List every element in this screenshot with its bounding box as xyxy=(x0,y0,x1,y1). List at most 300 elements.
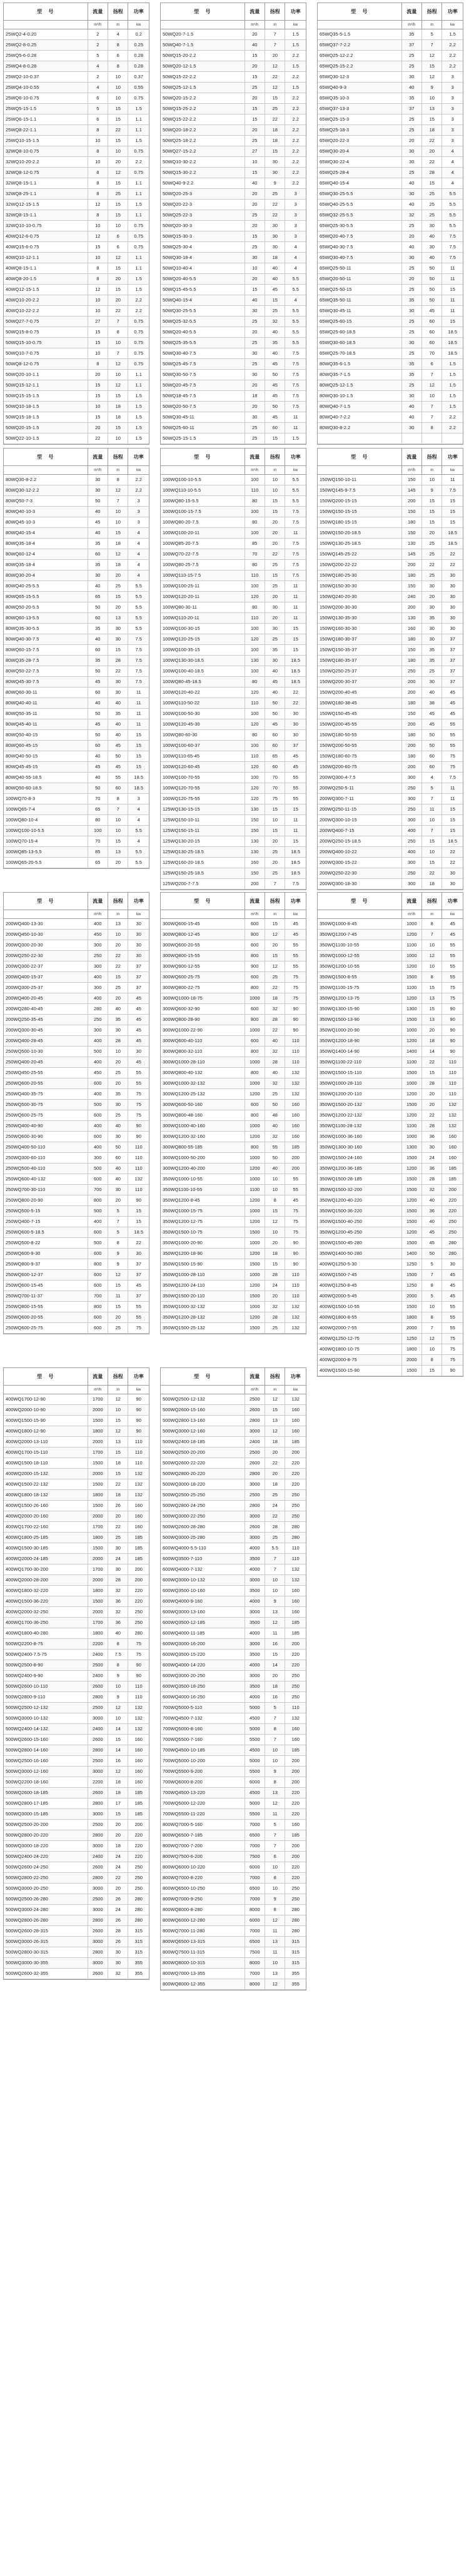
cell-model: 50WQ30-40-7.5 xyxy=(161,348,245,358)
header-head: 扬程 xyxy=(422,3,442,20)
table-row xyxy=(161,1852,306,1862)
cell-flow: 60 xyxy=(88,741,108,751)
table-row xyxy=(318,83,463,93)
cell-power: 0.75 xyxy=(134,340,144,345)
cell-power: 132 xyxy=(291,1325,300,1331)
header-head: 扬程 xyxy=(265,449,285,465)
table-row xyxy=(318,306,463,317)
unit-power: kw xyxy=(136,1387,141,1392)
table-body xyxy=(4,1394,149,1979)
cell-flow: 40 xyxy=(245,295,265,305)
cell-head: 11 xyxy=(265,1809,285,1819)
table-row xyxy=(161,1926,306,1937)
cell-power: 7.5 xyxy=(292,572,299,578)
table-row xyxy=(4,146,149,157)
cell-flow: 10 xyxy=(245,263,265,273)
cell-flow: 40 xyxy=(402,83,422,93)
cell-head: 75 xyxy=(265,794,285,804)
cell-model: 80WQ65-15-5.5 xyxy=(4,592,88,602)
cell-flow: 400 xyxy=(402,826,422,836)
cell-power: 3 xyxy=(137,796,140,801)
cell-model: 400WQ1500-30-185 xyxy=(4,1543,88,1553)
cell-flow: 1500 xyxy=(402,1217,422,1227)
table-row xyxy=(4,104,149,114)
cell-power: 22 xyxy=(136,1240,141,1245)
cell-model: 80WQ60-12-4 xyxy=(4,549,88,559)
table-row xyxy=(161,826,306,836)
cell-flow: 10 xyxy=(88,157,108,167)
cell-flow: 1500 xyxy=(88,1479,108,1489)
cell-power: 2.2 xyxy=(292,116,299,122)
cell-head: 28 xyxy=(108,1575,128,1585)
table-row xyxy=(4,1681,149,1692)
cell-power: 7.5 xyxy=(292,372,299,377)
cell-model: 500WQ2500-12-132 xyxy=(4,1703,88,1713)
cell-head: 45 xyxy=(265,719,285,729)
table-row xyxy=(4,1501,149,1511)
cell-model: 400WQ1500-15-90 xyxy=(4,1416,88,1426)
table-row xyxy=(318,434,463,444)
cell-model: 400WQ2000-15-132 xyxy=(4,1469,88,1479)
cell-flow: 1000 xyxy=(402,1078,422,1088)
table-body xyxy=(318,475,463,890)
table-row xyxy=(4,919,149,930)
cell-power: 315 xyxy=(134,1949,143,1955)
cell-head: 22 xyxy=(422,157,442,167)
cell-model: 80WQ45-30-7.5 xyxy=(4,677,88,687)
table-row xyxy=(4,592,149,602)
cell-power: 45 xyxy=(136,1038,141,1043)
table-row xyxy=(161,1100,306,1110)
cell-head: 15 xyxy=(108,1469,128,1479)
cell-flow: 25 xyxy=(402,168,422,178)
cell-model: 50WQ25-35-5.5 xyxy=(161,338,245,348)
cell-model: 250WQ500-5-15 xyxy=(4,1206,88,1216)
cell-flow: 80 xyxy=(245,730,265,740)
cell-model: 80WQ50-22-7.5 xyxy=(4,666,88,676)
cell-power: 185 xyxy=(291,1620,300,1625)
cell-model: 50WQ20-40-5.5 xyxy=(161,327,245,337)
cell-head: 18 xyxy=(108,1490,128,1500)
table-row xyxy=(161,1312,306,1323)
cell-power: 45 xyxy=(450,921,455,926)
cell-power: 22 xyxy=(293,700,298,706)
cell-flow: 1500 xyxy=(402,1206,422,1216)
table-row xyxy=(4,391,149,402)
cell-model: 800WQ8000-8-280 xyxy=(161,1905,245,1915)
cell-model: 200WQ250-11-15 xyxy=(318,804,402,814)
cell-head: 60 xyxy=(422,317,442,327)
cell-flow: 300 xyxy=(88,1025,108,1035)
table-unit-row xyxy=(318,910,463,919)
cell-flow: 200 xyxy=(402,719,422,729)
cell-flow: 150 xyxy=(245,815,265,825)
table-row xyxy=(318,1100,463,1110)
cell-head: 45 xyxy=(265,380,285,390)
header-power: 功率 xyxy=(133,454,144,460)
table-row xyxy=(4,1164,149,1174)
cell-power: 250 xyxy=(291,1683,300,1689)
cell-head: 13 xyxy=(265,1788,285,1798)
table-row xyxy=(161,687,306,698)
cell-power: 1.5 xyxy=(135,276,142,281)
cell-flow: 30 xyxy=(245,253,265,263)
cell-model: 200WQ250-35-45 xyxy=(4,1015,88,1025)
cell-power: 55 xyxy=(450,1304,455,1309)
header-power: 功率 xyxy=(447,9,458,14)
table-row xyxy=(318,560,463,570)
cell-flow: 30 xyxy=(402,157,422,167)
cell-model: 100WQ80-60-30 xyxy=(161,730,245,740)
cell-power: 3 xyxy=(451,84,454,90)
cell-head: 28 xyxy=(422,1078,442,1088)
header-power: 功率 xyxy=(290,1374,301,1379)
cell-flow: 120 xyxy=(245,719,265,729)
cell-model: 300WQ600-15-45 xyxy=(161,919,245,929)
cell-power: 220 xyxy=(291,1811,300,1817)
table-row xyxy=(161,1501,306,1511)
cell-power: 7.5 xyxy=(135,679,142,684)
table-row xyxy=(4,40,149,51)
cell-flow: 3000 xyxy=(245,1671,265,1681)
cell-power: 75 xyxy=(293,995,298,1001)
cell-flow: 150 xyxy=(245,826,265,836)
cell-model: 800WQ7000-13-355 xyxy=(161,1969,245,1979)
cell-power: 30 xyxy=(450,594,455,599)
table-row xyxy=(4,1057,149,1068)
cell-flow: 6000 xyxy=(245,1777,265,1787)
cell-model: 80WQ60-13-5.5 xyxy=(4,613,88,623)
cell-power: 110 xyxy=(134,1144,143,1150)
table-row xyxy=(161,656,306,666)
cell-power: 0.28 xyxy=(134,53,144,58)
cell-model: 100WQ120-20-11 xyxy=(161,592,245,602)
cell-head: 15 xyxy=(422,517,442,527)
cell-head: 12 xyxy=(265,61,285,71)
cell-head: 7 xyxy=(422,412,442,422)
cell-flow: 30 xyxy=(88,570,108,581)
cell-model: 600WQ4000-14-220 xyxy=(161,1660,245,1670)
table-row xyxy=(161,178,306,189)
cell-head: 25 xyxy=(108,1533,128,1543)
cell-head: 18 xyxy=(265,136,285,146)
cell-head: 10 xyxy=(265,1745,285,1755)
cell-model: 300WQ800-22-75 xyxy=(161,983,245,993)
cell-head: 30 xyxy=(265,242,285,252)
cell-head: 10 xyxy=(108,1047,128,1057)
cell-model: 65WQ30-40-7.5 xyxy=(318,253,402,263)
cell-flow: 2000 xyxy=(88,1405,108,1415)
cell-head: 10 xyxy=(265,1756,285,1766)
cell-head: 40 xyxy=(108,1164,128,1174)
cell-model: 50WQ15-30-2.2 xyxy=(161,168,245,178)
cell-model: 150WQ200-15-15 xyxy=(318,496,402,506)
cell-model: 100WQ85-13-5.5 xyxy=(4,847,88,857)
cell-power: 160 xyxy=(134,1524,143,1529)
cell-flow: 8 xyxy=(88,168,108,178)
table-row xyxy=(318,858,463,868)
cell-flow: 2000 xyxy=(88,1511,108,1521)
table-row xyxy=(318,1004,463,1015)
cell-model: 500WQ3000-18-220 xyxy=(161,1479,245,1489)
cell-model: 700WQ5000-10-200 xyxy=(161,1756,245,1766)
cell-head: 30 xyxy=(422,1142,442,1152)
cell-flow: 2400 xyxy=(88,1724,108,1734)
cell-model: 80WQ40-40-11 xyxy=(4,698,88,708)
table-row xyxy=(161,274,306,285)
cell-head: 50 xyxy=(108,751,128,761)
cell-head: 16 xyxy=(108,1756,128,1766)
cell-power: 3 xyxy=(294,223,297,228)
cell-flow: 4500 xyxy=(245,1788,265,1798)
table-row xyxy=(318,327,463,338)
cell-model: 200WQ300-10-15 xyxy=(318,815,402,825)
cell-model: 400WQ2000-32-250 xyxy=(4,1607,88,1617)
cell-head: 45 xyxy=(108,741,128,751)
cell-flow: 1500 xyxy=(88,1596,108,1606)
header-flow: 流量 xyxy=(245,1368,265,1385)
cell-model: 150WQ180-35-37 xyxy=(318,656,402,666)
table-row xyxy=(161,1448,306,1458)
cell-head: 18 xyxy=(265,1479,285,1489)
cell-flow: 2000 xyxy=(88,1437,108,1447)
cell-model: 150WQ150-30-30 xyxy=(318,581,402,591)
cell-flow: 80 xyxy=(245,560,265,570)
cell-head: 20 xyxy=(108,1312,128,1322)
table-row xyxy=(4,295,149,306)
cell-model: 250WQ600-40-132 xyxy=(4,1174,88,1184)
cell-model: 150WQ180-15-15 xyxy=(318,517,402,527)
table-row xyxy=(4,751,149,762)
table-row xyxy=(318,1323,463,1334)
table-row xyxy=(318,1206,463,1217)
header-head: 扬程 xyxy=(108,449,128,465)
cell-head: 20 xyxy=(422,1089,442,1099)
cell-head: 6 xyxy=(265,1852,285,1862)
table-row xyxy=(161,1873,306,1884)
cell-model: 250WQ700-30-110 xyxy=(4,1185,88,1195)
cell-model: 350WQ1500-8-55 xyxy=(318,972,402,982)
cell-flow: 2600 xyxy=(245,1458,265,1468)
cell-head: 18 xyxy=(108,539,128,549)
cell-power: 4 xyxy=(294,297,297,303)
cell-model: 80WQ25-12-1.5 xyxy=(318,380,402,390)
cell-model: 80WQ50-35-11 xyxy=(4,709,88,719)
cell-power: 1.5 xyxy=(135,403,142,409)
cell-power: 22 xyxy=(450,562,455,567)
table-row xyxy=(318,1036,463,1047)
cell-head: 30 xyxy=(265,157,285,167)
cell-power: 18.5 xyxy=(134,785,144,791)
cell-power: 315 xyxy=(291,1949,300,1955)
cell-head: 13 xyxy=(265,1937,285,1947)
cell-flow: 100 xyxy=(245,709,265,719)
table-row xyxy=(161,677,306,687)
cell-head: 15 xyxy=(108,836,128,846)
cell-head: 15 xyxy=(265,951,285,961)
cell-head: 15 xyxy=(422,983,442,993)
cell-head: 18 xyxy=(265,993,285,1003)
cell-flow: 15 xyxy=(245,231,265,241)
cell-model: 600WQ4000-9-160 xyxy=(161,1596,245,1606)
cell-flow: 2600 xyxy=(245,1522,265,1532)
cell-power: 45 xyxy=(450,711,455,716)
cell-model: 350WQ1500-36-220 xyxy=(318,1206,402,1216)
cell-power: 132 xyxy=(134,1492,143,1498)
cell-head: 32 xyxy=(265,317,285,327)
cell-flow: 5500 xyxy=(245,1767,265,1777)
cell-flow: 600 xyxy=(88,1249,108,1259)
cell-flow: 300 xyxy=(402,879,422,889)
header-power: 功率 xyxy=(133,898,144,904)
cell-model: 65WQ40-15-4 xyxy=(318,178,402,188)
cell-flow: 800 xyxy=(245,930,265,940)
cell-head: 36 xyxy=(108,1596,128,1606)
table-header xyxy=(161,893,306,910)
table-row xyxy=(4,624,149,634)
table-row xyxy=(4,1047,149,1057)
table-row xyxy=(4,1798,149,1809)
table-row xyxy=(161,1142,306,1153)
cell-model: 100WQ100-20-11 xyxy=(161,528,245,538)
cell-flow: 1500 xyxy=(402,1270,422,1280)
cell-power: 30 xyxy=(450,572,455,578)
cell-flow: 37 xyxy=(402,40,422,50)
cell-power: 90 xyxy=(293,1027,298,1033)
cell-flow: 800 xyxy=(88,1195,108,1205)
table-row xyxy=(318,517,463,528)
cell-head: 22 xyxy=(265,549,285,559)
cell-head: 32 xyxy=(108,1607,128,1617)
table-row xyxy=(4,51,149,61)
cell-flow: 2600 xyxy=(88,1788,108,1798)
cell-flow: 1300 xyxy=(402,1142,422,1152)
cell-head: 15 xyxy=(108,391,128,401)
cell-flow: 25 xyxy=(402,51,422,61)
cell-power: 7.5 xyxy=(292,361,299,367)
cell-power: 4 xyxy=(137,572,140,578)
table-row xyxy=(318,380,463,391)
header-head: 扬程 xyxy=(422,449,442,465)
table-row xyxy=(4,836,149,847)
table-row xyxy=(161,624,306,634)
table-row xyxy=(161,157,306,168)
cell-flow: 35 xyxy=(402,29,422,39)
cell-flow: 180 xyxy=(402,751,422,761)
cell-head: 8 xyxy=(265,1873,285,1883)
cell-flow: 20 xyxy=(245,221,265,231)
cell-model: 150WQ150-45-45 xyxy=(318,709,402,719)
cell-model: 500WQ2800-20-220 xyxy=(4,1830,88,1840)
cell-head: 12 xyxy=(422,1334,442,1344)
cell-flow: 15 xyxy=(245,114,265,124)
header-model: 型 号 xyxy=(318,449,402,465)
cell-head: 20 xyxy=(422,1025,442,1035)
cell-flow: 150 xyxy=(402,475,422,485)
cell-power: 280 xyxy=(134,1896,143,1902)
cell-head: 10 xyxy=(265,1958,285,1968)
cell-head: 9 xyxy=(265,1596,285,1606)
table-row xyxy=(318,40,463,51)
table-row xyxy=(318,1344,463,1355)
cell-model: 350WQ1400-14-90 xyxy=(318,1047,402,1057)
cell-flow: 1200 xyxy=(402,1195,422,1205)
cell-power: 200 xyxy=(448,1187,456,1192)
cell-model: 25WQ8-22-1.1 xyxy=(4,125,88,135)
cell-flow: 1800 xyxy=(88,1490,108,1500)
cell-model: 50WQ15-25-2.2 xyxy=(161,104,245,114)
cell-model: 500WQ2600-24-250 xyxy=(4,1862,88,1872)
cell-head: 15 xyxy=(108,1735,128,1745)
cell-flow: 2400 xyxy=(88,1671,108,1681)
cell-power: 55 xyxy=(450,1314,455,1320)
table-row xyxy=(318,930,463,940)
table-row xyxy=(161,773,306,783)
table-row xyxy=(318,51,463,61)
cell-power: 2.2 xyxy=(292,170,299,175)
cell-power: 160 xyxy=(448,1155,456,1160)
cell-model: 250WQ400-35-75 xyxy=(4,1089,88,1099)
table-row xyxy=(318,961,463,972)
cell-flow: 8000 xyxy=(245,1979,265,1989)
cell-flow: 6 xyxy=(88,114,108,124)
table-row xyxy=(4,1469,149,1479)
cell-power: 5.5 xyxy=(292,318,299,324)
cell-head: 8 xyxy=(108,1660,128,1670)
cell-head: 20 xyxy=(108,602,128,612)
cell-power: 5.5 xyxy=(449,223,456,228)
cell-flow: 6000 xyxy=(245,1915,265,1925)
cell-model: 800WQ7500-6-200 xyxy=(161,1852,245,1862)
cell-model: 600WQ3000-16-200 xyxy=(161,1639,245,1649)
cell-head: 50 xyxy=(422,730,442,740)
cell-flow: 2500 xyxy=(88,1820,108,1830)
table-row xyxy=(161,1490,306,1501)
cell-power: 5.5 xyxy=(135,860,142,865)
cell-power: 18.5 xyxy=(291,679,301,684)
table-row xyxy=(4,581,149,592)
cell-flow: 3000 xyxy=(88,1767,108,1777)
cell-model: 25WQ2-8-0.25 xyxy=(4,40,88,50)
unit-head: m xyxy=(422,21,442,29)
cell-model: 40WQ8-15-1.1 xyxy=(4,263,88,273)
cell-model: 150WQ180-50-55 xyxy=(318,730,402,740)
cell-power: 18.5 xyxy=(291,668,301,674)
table-row xyxy=(161,1798,306,1809)
table-body xyxy=(161,475,306,890)
cell-model: 400WQ1800-32-220 xyxy=(4,1586,88,1596)
cell-power: 160 xyxy=(291,1588,300,1593)
cell-model: 125WQ160-20-18.5 xyxy=(161,858,245,868)
cell-model: 100WQ80-10-4 xyxy=(4,815,88,825)
cell-power: 75 xyxy=(136,1112,141,1118)
cell-model: 100WQ70-15-4 xyxy=(4,836,88,846)
cell-model: 350WQ1000-28-110 xyxy=(318,1078,402,1088)
cell-flow: 7000 xyxy=(245,1820,265,1830)
cell-power: 132 xyxy=(291,1715,300,1721)
cell-model: 250WQ400-7-15 xyxy=(4,1217,88,1227)
model-table-5 xyxy=(160,448,306,890)
cell-power: 200 xyxy=(291,1165,300,1171)
cell-flow: 700 xyxy=(88,1291,108,1301)
cell-model: 300WQ800-40-132 xyxy=(161,1068,245,1078)
table-row xyxy=(161,1036,306,1047)
table-row xyxy=(161,570,306,581)
cell-flow: 1000 xyxy=(245,1206,265,1216)
table-row xyxy=(4,804,149,815)
table-row xyxy=(4,475,149,485)
cell-flow: 300 xyxy=(402,794,422,804)
